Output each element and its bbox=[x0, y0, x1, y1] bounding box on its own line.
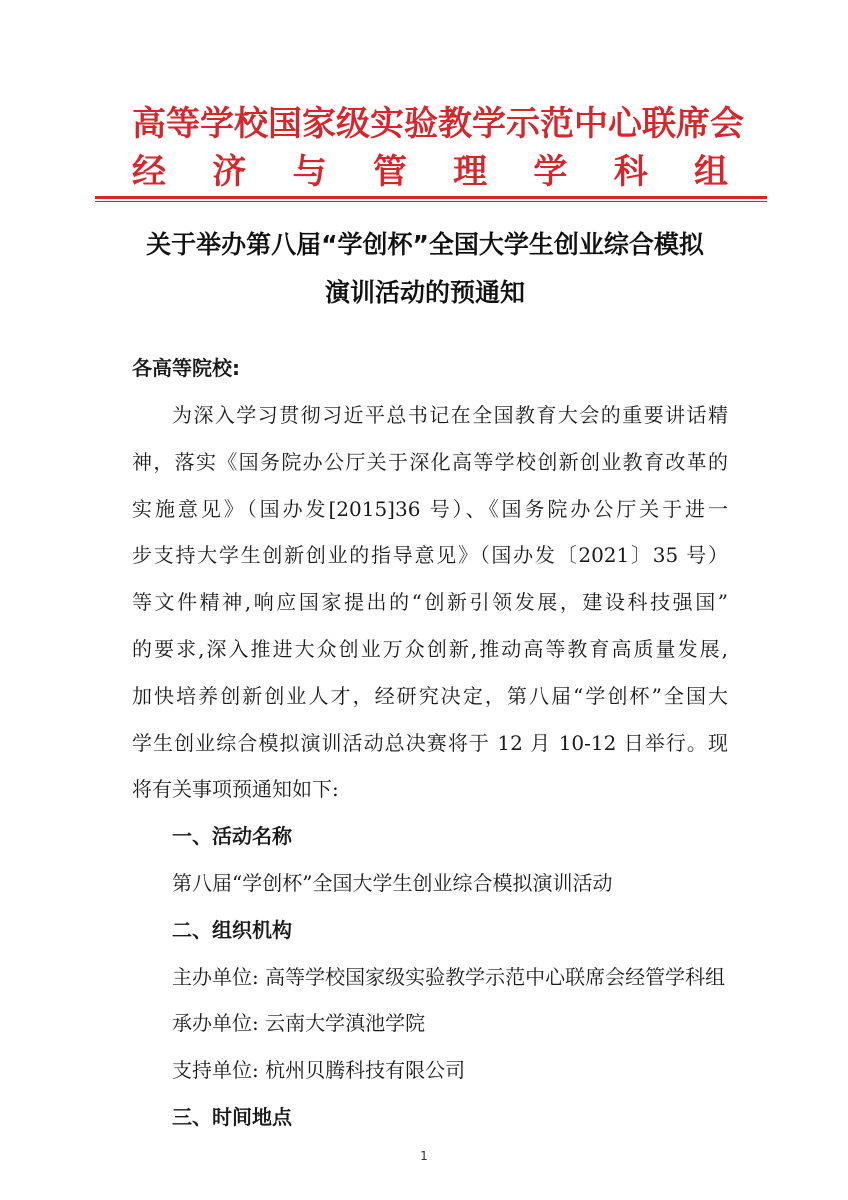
section-heading-time-location: 三、时间地点 bbox=[172, 1105, 292, 1129]
org-char: 经 bbox=[132, 152, 166, 192]
section-heading-activity-name: 一、活动名称 bbox=[172, 824, 292, 848]
body-line: 的要求,深入推进大众创业万众创新,推动高等教育高质量发展, bbox=[132, 637, 728, 661]
page-number: 1 bbox=[420, 1149, 428, 1163]
document-title-line2: 演训活动的预通知 bbox=[324, 278, 525, 307]
org-char: 科 bbox=[613, 152, 648, 192]
body-line: 实施意见》（国办发[2015]36 号）、《国务院办公厅关于进一 bbox=[132, 497, 728, 521]
body-line: 学生创业综合模拟演训活动总决赛将于 12 月 10-12 日举行。现 bbox=[132, 731, 728, 755]
body-line: 为深入学习贯彻习近平总书记在全国教育大会的重要讲话精 bbox=[172, 403, 728, 427]
header-divider-thick bbox=[95, 196, 767, 199]
org-name-line2 bbox=[132, 150, 728, 194]
section-heading-organization: 二、组织机构 bbox=[172, 918, 292, 942]
organizer-unit-text: 承办单位: 云南大学滇池学院 bbox=[172, 1011, 426, 1035]
org-char: 组 bbox=[693, 152, 728, 192]
org-char: 与 bbox=[292, 152, 327, 192]
body-line: 加快培养创新创业人才，经研究决定，第八届“学创杯”全国大 bbox=[132, 684, 728, 708]
document-title-line1: 关于举办第八届“学创杯”全国大学生创业综合模拟 bbox=[146, 230, 704, 259]
body-line: 等文件精神,响应国家提出的“创新引领发展，建设科技强国” bbox=[132, 590, 728, 614]
body-line: 神，落实《国务院办公厅关于深化高等学校创新创业教育改革的 bbox=[132, 450, 728, 474]
salutation: 各高等院校: bbox=[132, 356, 240, 380]
header-divider-thin bbox=[95, 201, 767, 202]
org-char: 济 bbox=[212, 152, 247, 192]
body-line: 步支持大学生创新创业的指导意见》（国办发〔2021〕35 号） bbox=[132, 543, 728, 567]
org-char: 理 bbox=[453, 152, 488, 192]
org-name-line1: 高等学校国家级实验教学示范中心联席会 bbox=[132, 104, 744, 144]
org-char: 学 bbox=[533, 152, 568, 192]
body-line: 将有关事项预通知如下: bbox=[132, 777, 339, 801]
supporter-unit-text: 支持单位: 杭州贝腾科技有限公司 bbox=[172, 1058, 466, 1082]
activity-name-text: 第八届“学创杯”全国大学生创业综合模拟演训活动 bbox=[172, 871, 613, 895]
org-char: 管 bbox=[372, 152, 407, 192]
host-unit-text: 主办单位: 高等学校国家级实验教学示范中心联席会经管学科组 bbox=[172, 965, 726, 989]
